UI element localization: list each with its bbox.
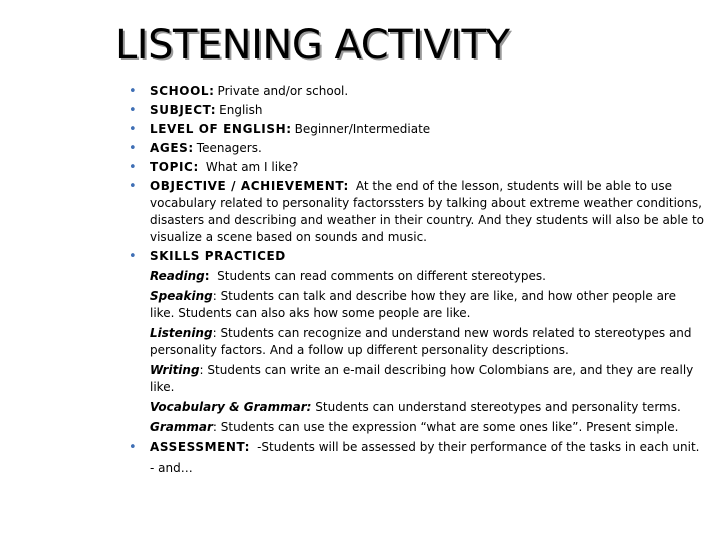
skill-grammar-label: Grammar (150, 420, 213, 434)
skill-grammar-text: Students can use the expression “what are some ones like”. Present simple. (216, 420, 679, 434)
skill-reading-label: Reading (150, 269, 205, 283)
skill-writing-label: Writing (150, 363, 200, 377)
ages-label: AGES: (150, 141, 194, 155)
topic-value: What am I like? (205, 160, 299, 174)
bullet-dot-icon: • (129, 84, 137, 99)
skill-grammar (150, 419, 704, 436)
school-label: SCHOOL: (150, 84, 215, 98)
bullet-dot-icon: • (129, 440, 137, 455)
skill-vocab-grammar (150, 399, 704, 416)
bullet-dot-icon: • (129, 160, 137, 175)
objective-value: At the end of the lesson, students will be able to use vocabulary related to personality factorssters by talking about extreme weather conditions, disasters and describing and weather in their country. And they students will also be able to visualize a scene based on sounds and music. (150, 179, 704, 244)
skill-writing-text: Students can write an e-mail describing how Colombians are, and they are really like. (150, 363, 694, 394)
bullet-level (129, 121, 704, 138)
skill-listening (150, 325, 704, 359)
skill-listening-sep: : (212, 326, 217, 340)
subject-label: SUBJECT: (150, 103, 217, 117)
skill-reading-sep: : (204, 269, 210, 283)
objective-label: OBJECTIVE / ACHIEVEMENT: (150, 179, 349, 193)
topic-label: TOPIC: (150, 160, 199, 174)
bullet-topic (129, 159, 704, 176)
ages-value: Teenagers. (196, 141, 262, 155)
skill-speaking (150, 288, 704, 322)
assessment-value: -Students will be assessed by their performance of the tasks in each unit. (257, 440, 700, 454)
bullet-objective (129, 178, 704, 246)
skill-writing (150, 362, 704, 396)
bullet-school (129, 83, 704, 100)
bullet-assessment (129, 439, 704, 477)
skill-vocab-grammar-label: Vocabulary & Grammar: (150, 400, 312, 414)
school-value: Private and/or school. (217, 84, 349, 98)
bullet-list (129, 83, 704, 479)
subject-value: English (219, 103, 263, 117)
skill-speaking-sep: : (212, 289, 217, 303)
bullet-dot-icon: • (129, 141, 137, 156)
slide-title: LISTENING ACTIVITY (115, 22, 510, 68)
skills-label: SKILLS PRACTICED (150, 249, 286, 263)
bullet-skills (129, 248, 704, 436)
skill-listening-label: Listening (150, 326, 213, 340)
skill-vocab-grammar-text: Students can understand stereotypes and personality terms. (311, 400, 681, 414)
skill-writing-sep: : (199, 363, 204, 377)
bullet-dot-icon: • (129, 122, 137, 137)
skill-speaking-label: Speaking (150, 289, 213, 303)
skill-reading-text: Students can read comments on different stereotypes. (209, 269, 546, 283)
skill-reading (150, 268, 704, 285)
bullet-dot-icon: • (129, 103, 137, 118)
level-value: Beginner/Intermediate (294, 122, 431, 136)
skill-grammar-sep: : (212, 420, 217, 434)
bullet-subject (129, 102, 704, 119)
bullet-dot-icon: • (129, 179, 137, 194)
assessment-label: ASSESSMENT: (150, 440, 251, 454)
bullet-dot-icon: • (129, 249, 137, 264)
assessment-trailing: - and… (150, 461, 193, 475)
skill-speaking-text: Students can talk and describe how they are like, and how other people are like. Students can also aks how some people are like. (150, 289, 676, 320)
level-label: LEVEL OF ENGLISH: (150, 122, 292, 136)
skill-listening-text: Students can recognize and understand new words related to stereotypes and personality factors. And a follow up different personality descriptions. (150, 326, 692, 357)
bullet-ages (129, 140, 704, 157)
